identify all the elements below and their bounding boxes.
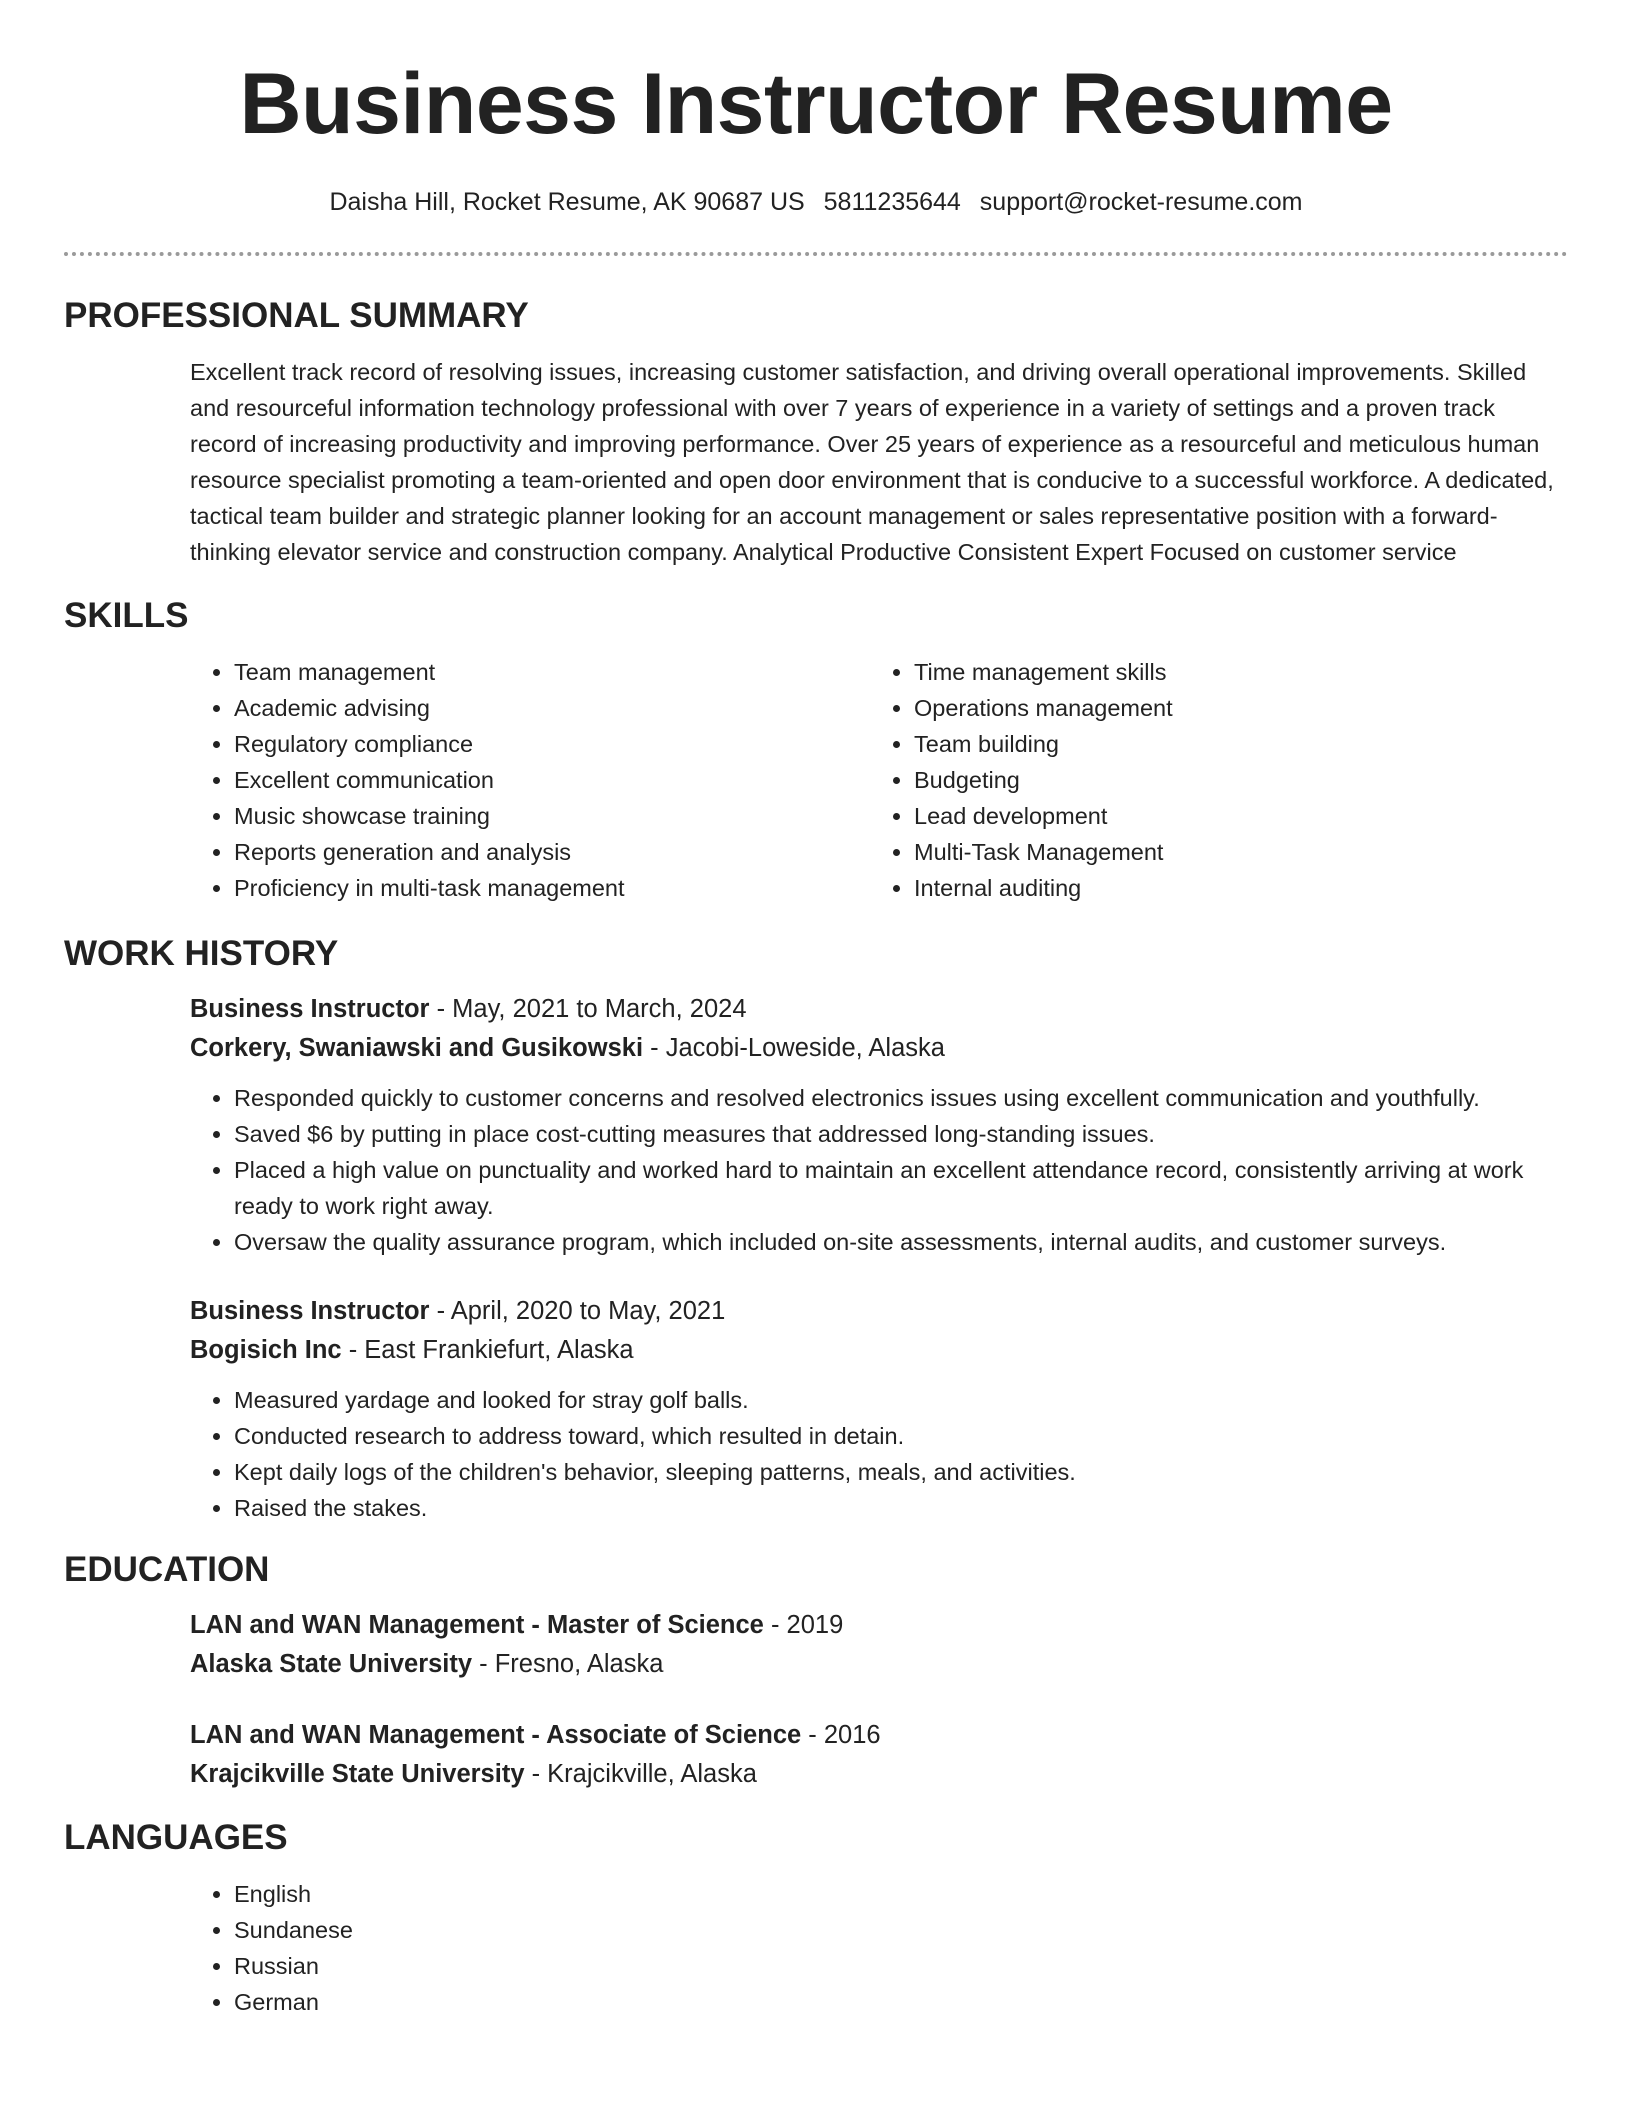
contact-email: support@rocket-resume.com [979, 188, 1303, 216]
section-languages [64, 1816, 1568, 2020]
contact-address: Daisha Hill, Rocket Resume, AK 90687 US [329, 188, 805, 216]
job-bullet: • Raised the stakes. [234, 1490, 1568, 1526]
job-title: Business Instructor [190, 1297, 430, 1325]
job-dates: - April, 2020 to May, 2021 [429, 1297, 726, 1325]
school-name: Krajcikville State University [190, 1760, 525, 1788]
job-bullet: • Measured yardage and looked for stray golf balls. [234, 1382, 1568, 1418]
section-heading-work: WORK HISTORY [64, 934, 339, 973]
job-title: Business Instructor [190, 995, 430, 1023]
skill-item: • Reports generation and analysis [234, 834, 870, 870]
skills-grid [190, 654, 1568, 906]
skill-item: • Music showcase training [234, 798, 870, 834]
school-line [190, 1755, 1568, 1794]
job-company-line [190, 1331, 1568, 1370]
job-title-line [190, 990, 1568, 1029]
section-work-history [64, 932, 1568, 1526]
skill-item: • Excellent communication [234, 762, 870, 798]
school-name: Alaska State University [190, 1650, 473, 1678]
skill-item: • Internal auditing [914, 870, 1550, 906]
education-entry [190, 1716, 1568, 1794]
section-professional-summary [64, 294, 1568, 570]
section-heading-education: EDUCATION [64, 1550, 270, 1589]
job-company-line [190, 1029, 1568, 1068]
degree-line [190, 1606, 1568, 1645]
contact-phone: 5811235644 [823, 188, 961, 216]
degree-name: LAN and WAN Management - Master of Science [190, 1611, 764, 1639]
skill-item: • Operations management [914, 690, 1550, 726]
job-bullet: • Conducted research to address toward, which resulted in detain. [234, 1418, 1568, 1454]
job-company: Corkery, Swaniawski and Gusikowski [190, 1034, 644, 1062]
summary-text: Excellent track record of resolving issues, increasing customer satisfaction, and driving overall operational improvements. Skilled and resourceful information technology professional with over 7 years of experience in a variety of settings and a proven track record of increasing productivity and improving performance. Over 25 years of experience as a resourceful and meticulous human resource specialist promoting a team-oriented and open door environment that is conducive to a successful workforce. A dedicated, tactical team builder and strategic planner looking for an account management or sales representative position with a forward-thinking elevator service and construction company. Analytical Productive Consistent Expert Focused on customer service [190, 359, 1554, 565]
skill-item: • Team building [914, 726, 1550, 762]
language-item: • English [234, 1876, 1568, 1912]
degree-year: - 2016 [801, 1721, 881, 1749]
skills-column-left [190, 654, 870, 906]
skill-item: • Regulatory compliance [234, 726, 870, 762]
job-entry [190, 990, 1568, 1260]
skill-item: • Academic advising [234, 690, 870, 726]
school-line [190, 1645, 1568, 1684]
section-education [64, 1548, 1568, 1794]
section-heading-skills: SKILLS [64, 596, 189, 635]
job-bullet: • Kept daily logs of the children's behavior, sleeping patterns, meals, and activities. [234, 1454, 1568, 1490]
section-skills [64, 594, 1568, 906]
section-heading-summary: PROFESSIONAL SUMMARY [64, 296, 529, 335]
language-item: • Sundanese [234, 1912, 1568, 1948]
job-bullet: • Oversaw the quality assurance program, which included on-site assessments, internal audits, and customer surveys. [234, 1224, 1568, 1260]
job-bullet: • Placed a high value on punctuality and worked hard to maintain an excellent attendance record, consistently arriving at work ready to work right away. [234, 1152, 1568, 1224]
header-divider [64, 252, 1568, 256]
school-location: - Krajcikville, Alaska [524, 1760, 757, 1788]
job-title-line [190, 1292, 1568, 1331]
job-location: - Jacobi-Loweside, Alaska [643, 1034, 945, 1062]
page-title: Business Instructor Resume [239, 56, 1393, 152]
skill-item: • Team management [234, 654, 870, 690]
job-location: - East Frankiefurt, Alaska [341, 1336, 634, 1364]
contact-line [64, 186, 1568, 218]
job-bullet: • Saved $6 by putting in place cost-cutting measures that addressed long-standing issues. [234, 1116, 1568, 1152]
language-item: • German [234, 1984, 1568, 2020]
job-entry [190, 1292, 1568, 1526]
skill-item: • Lead development [914, 798, 1550, 834]
language-item: • Russian [234, 1948, 1568, 1984]
resume-page [64, 0, 1568, 2020]
degree-year: - 2019 [763, 1611, 844, 1639]
degree-line [190, 1716, 1568, 1755]
skills-column-right [870, 654, 1550, 906]
job-company: Bogisich Inc [190, 1336, 342, 1364]
skill-item: • Time management skills [914, 654, 1550, 690]
job-bullet: • Responded quickly to customer concerns and resolved electronics issues using excellent communication and youthfully. [234, 1080, 1568, 1116]
skill-item: • Budgeting [914, 762, 1550, 798]
school-location: - Fresno, Alaska [472, 1650, 664, 1678]
skill-item: • Proficiency in multi-task management [234, 870, 870, 906]
section-heading-languages: LANGUAGES [64, 1818, 288, 1857]
education-entry [190, 1606, 1568, 1684]
degree-name: LAN and WAN Management - Associate of Science [190, 1721, 802, 1749]
job-dates: - May, 2021 to March, 2024 [429, 995, 747, 1023]
skill-item: • Multi-Task Management [914, 834, 1550, 870]
